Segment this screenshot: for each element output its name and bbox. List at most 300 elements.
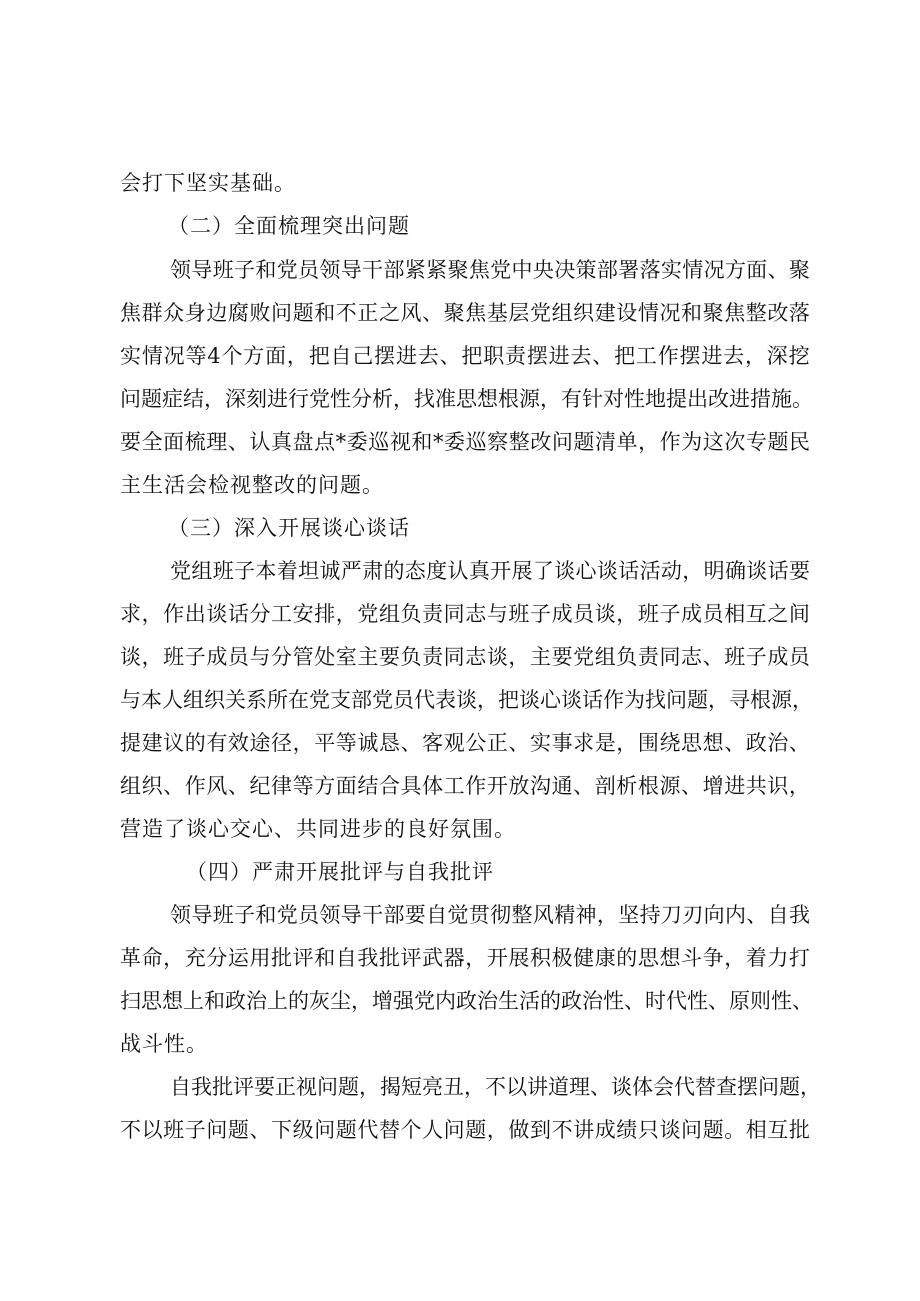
- text-char: 组: [183, 688, 204, 712]
- text-char: 党: [276, 903, 298, 927]
- text-char: 力: [767, 946, 789, 970]
- text-char: 和: [681, 301, 703, 325]
- text-char: 层: [508, 301, 530, 325]
- text-char: 组: [594, 645, 616, 669]
- text-char: 性: [330, 387, 351, 411]
- text-char: ，: [540, 387, 561, 411]
- text-line-23: [120, 1115, 810, 1145]
- text-char: 和: [314, 301, 336, 325]
- text-char: 作: [659, 430, 681, 454]
- text-char: 行: [288, 387, 309, 411]
- text-char: 关: [225, 688, 246, 712]
- text-char: 上: [183, 989, 204, 1013]
- text-char: 讲: [573, 1118, 595, 1142]
- text-char: 针: [582, 387, 603, 411]
- text-char: 、: [227, 430, 249, 454]
- text-char: 共: [745, 774, 767, 798]
- text-char: 题: [338, 1075, 359, 1099]
- text-char: 认: [249, 430, 271, 454]
- text-char: 要: [120, 430, 141, 454]
- text-char: 思: [681, 731, 703, 755]
- text-char: 党: [309, 688, 330, 712]
- text-char: 题: [227, 1118, 249, 1142]
- text-char: 党: [276, 258, 298, 282]
- text-char: 员: [227, 645, 249, 669]
- text-char: 子: [659, 602, 681, 626]
- text-char: 党: [372, 688, 393, 712]
- text-char: 出: [687, 387, 708, 411]
- text-char: 要: [551, 645, 573, 669]
- text-char: 结: [183, 387, 204, 411]
- text-char: 班: [724, 645, 746, 669]
- text-char: 分: [249, 602, 271, 626]
- text-char: 同: [443, 645, 465, 669]
- text-char: 武: [422, 946, 444, 970]
- text-char: 志: [681, 645, 703, 669]
- text-char: 况: [163, 344, 185, 368]
- text-char: 基: [486, 301, 508, 325]
- text-char: ，: [292, 731, 314, 755]
- text-char: 成: [594, 1118, 616, 1142]
- text-char: 人: [162, 688, 183, 712]
- text-char: 治: [477, 989, 498, 1013]
- text-char: 题: [465, 1118, 487, 1142]
- text-char: 问: [271, 301, 293, 325]
- text-char: ，: [708, 688, 729, 712]
- text-char: 众: [163, 301, 185, 325]
- text-char: 子: [529, 602, 551, 626]
- text-char: 题: [141, 387, 162, 411]
- text-char: 开: [490, 559, 512, 583]
- text-char: 个: [221, 344, 243, 368]
- text-char: 根: [750, 688, 771, 712]
- text-char: 题: [702, 1118, 724, 1142]
- text-char: 真: [270, 430, 292, 454]
- text-line-16: 营造了谈心交心、共同进步的良好氛围。: [120, 817, 516, 841]
- text-char: 、: [708, 989, 729, 1013]
- text-char: 治: [767, 731, 789, 755]
- text-char: 议: [163, 731, 185, 755]
- text-char: 、: [590, 1075, 611, 1099]
- text-char: 清: [594, 430, 616, 454]
- text-char: 事: [551, 731, 573, 755]
- text-char: 工: [635, 344, 657, 368]
- text-char: 着: [745, 946, 767, 970]
- text-char: 党: [490, 258, 512, 282]
- text-line-5: [120, 341, 810, 371]
- text-char: 谈: [561, 688, 582, 712]
- text-char: 风: [532, 903, 554, 927]
- text-char: ，: [163, 946, 185, 970]
- text-char: 组: [378, 602, 400, 626]
- text-char: 内: [724, 903, 746, 927]
- text-char: 这: [702, 430, 724, 454]
- text-char: 进: [729, 387, 750, 411]
- text-char: 排: [314, 602, 336, 626]
- text-char: 部: [383, 903, 405, 927]
- text-char: 题: [779, 1075, 800, 1099]
- text-char: 视: [296, 1075, 317, 1099]
- text-line-18: [170, 900, 810, 930]
- text-char: 充: [184, 946, 206, 970]
- text-char: ，: [351, 989, 372, 1013]
- text-char: 精: [554, 903, 576, 927]
- text-char: 有: [561, 387, 582, 411]
- text-char: 施: [771, 387, 792, 411]
- text-char: 察: [487, 430, 509, 454]
- text-line-22: [170, 1072, 821, 1102]
- text-line-1: 会打下坚实基础。: [120, 171, 296, 195]
- text-char: 所: [267, 688, 288, 712]
- text-char: 斗: [681, 946, 703, 970]
- text-char: 具: [400, 774, 422, 798]
- text-char: 讲: [527, 1075, 548, 1099]
- text-char: 进: [267, 387, 288, 411]
- text-char: 政: [745, 731, 767, 755]
- text-char: 单: [616, 430, 638, 454]
- text-char: 干: [362, 258, 384, 282]
- text-char: 问: [758, 1075, 779, 1099]
- text-char: 着: [276, 559, 298, 583]
- text-char: 思: [141, 989, 162, 1013]
- text-char: 提: [666, 387, 687, 411]
- text-char: 批: [788, 1118, 810, 1142]
- text-char: 等: [185, 344, 207, 368]
- text-char: 内: [435, 989, 456, 1013]
- text-char: 扫: [120, 989, 141, 1013]
- text-char: 同: [443, 602, 465, 626]
- text-char: 生: [498, 989, 519, 1013]
- text-char: 通: [551, 774, 573, 798]
- text-char: 边: [206, 301, 228, 325]
- text-char: 领: [170, 258, 191, 282]
- text-char: 部: [351, 688, 372, 712]
- text-char: ，: [638, 430, 660, 454]
- text-char: 正: [486, 731, 508, 755]
- text-char: 性: [687, 989, 708, 1013]
- text-char: 心: [575, 559, 597, 583]
- text-char: 风: [400, 301, 422, 325]
- text-char: 摆: [737, 1075, 758, 1099]
- text-char: 增: [702, 774, 724, 798]
- text-char: 想: [477, 387, 498, 411]
- text-char: 、: [746, 903, 768, 927]
- text-char: 运: [227, 946, 249, 970]
- text-char: ，: [141, 602, 163, 626]
- text-char: 群: [141, 301, 163, 325]
- text-char: ，: [393, 387, 414, 411]
- text-char: 平: [314, 731, 336, 755]
- text-char: 为: [624, 688, 645, 712]
- text-char: 要: [404, 903, 426, 927]
- text-char: 寻: [729, 688, 750, 712]
- text-char: 谈: [611, 1075, 632, 1099]
- text-char: 。: [724, 1118, 746, 1142]
- text-char: 党: [414, 989, 435, 1013]
- text-char: 员: [393, 688, 414, 712]
- text-char: 导: [191, 903, 213, 927]
- text-char: 题: [292, 301, 314, 325]
- text-char: 思: [637, 946, 659, 970]
- text-char: 子: [745, 645, 767, 669]
- text-char: ，: [286, 344, 308, 368]
- text-char: 作: [465, 774, 487, 798]
- text-char: 负: [400, 645, 422, 669]
- text-char: 代: [357, 1118, 379, 1142]
- text-char: 想: [659, 946, 681, 970]
- section-heading-2: （二）全面梳理突出问题: [168, 214, 410, 238]
- text-char: 整: [745, 301, 767, 325]
- text-char: 谈: [486, 645, 508, 669]
- text-char: 则: [750, 989, 771, 1013]
- text-char: 确: [724, 559, 746, 583]
- text-char: 领: [170, 903, 191, 927]
- text-char: 恳: [378, 731, 400, 755]
- text-line-21: 战斗性。: [120, 1032, 208, 1056]
- text-char: ，: [800, 1075, 821, 1099]
- text-char: 把: [308, 344, 330, 368]
- text-char: 代: [414, 688, 435, 712]
- text-char: 命: [141, 946, 163, 970]
- text-char: ，: [616, 731, 638, 755]
- text-char: 分: [206, 946, 228, 970]
- text-char: 绕: [659, 731, 681, 755]
- text-char: 话: [227, 602, 249, 626]
- text-char: 我: [788, 903, 810, 927]
- text-line-8: 主生活会检视整改的问题。: [120, 473, 384, 497]
- text-char: 互: [767, 1118, 789, 1142]
- text-char: 处: [314, 645, 336, 669]
- text-char: 改: [708, 387, 729, 411]
- text-char: 、: [227, 774, 249, 798]
- text-char: 进: [701, 344, 723, 368]
- text-char: 代: [674, 1075, 695, 1099]
- text-char: 紧: [404, 258, 426, 282]
- text-char: 责: [422, 602, 444, 626]
- text-char: 和: [314, 946, 336, 970]
- text-char: 根: [498, 387, 519, 411]
- text-char: 政: [225, 989, 246, 1013]
- text-char: 要: [378, 645, 400, 669]
- text-char: 志: [465, 602, 487, 626]
- text-char: 班: [508, 602, 530, 626]
- text-char: 巡: [368, 430, 390, 454]
- text-char: 结: [357, 774, 379, 798]
- text-char: ，: [335, 602, 357, 626]
- text-line-10: [170, 556, 810, 586]
- text-char: 严: [340, 559, 362, 583]
- text-char: 系: [246, 688, 267, 712]
- text-char: 下: [271, 1118, 293, 1142]
- text-char: 实: [529, 731, 551, 755]
- text-char: 身: [184, 301, 206, 325]
- text-char: 班: [637, 602, 659, 626]
- text-char: 整: [508, 430, 530, 454]
- text-char: 中: [511, 258, 533, 282]
- text-char: 败: [249, 301, 271, 325]
- text-char: 领: [319, 903, 341, 927]
- text-char: 责: [505, 344, 526, 368]
- text-char: 织: [204, 688, 225, 712]
- text-char: 批: [271, 946, 293, 970]
- text-char: 谈: [594, 602, 616, 626]
- text-char: 深: [766, 344, 788, 368]
- text-char: 导: [340, 258, 362, 282]
- text-char: 委: [346, 430, 368, 454]
- text-char: 班: [163, 1118, 185, 1142]
- text-char: 问: [681, 1118, 703, 1142]
- text-char: 织: [573, 301, 595, 325]
- text-char: 点: [314, 430, 336, 454]
- text-char: 本: [255, 559, 277, 583]
- text-char: 责: [422, 645, 444, 669]
- text-char: 根: [637, 774, 659, 798]
- text-char: 党: [529, 301, 551, 325]
- text-char: 、: [788, 731, 810, 755]
- text-char: 、: [249, 1118, 271, 1142]
- text-char: 上: [267, 989, 288, 1013]
- text-char: 主: [357, 645, 379, 669]
- text-char: 署: [618, 258, 640, 282]
- text-char: 自: [330, 344, 352, 368]
- text-char: 领: [319, 258, 341, 282]
- text-char: 之: [767, 602, 789, 626]
- text-char: 动: [660, 559, 682, 583]
- text-char: 专: [745, 430, 767, 454]
- text-char: 谈: [206, 602, 228, 626]
- text-char: 职: [483, 344, 505, 368]
- text-char: 革: [120, 946, 141, 970]
- text-char: 肃: [362, 559, 384, 583]
- text-char: 度: [426, 559, 448, 583]
- text-char: ，: [792, 688, 813, 712]
- text-char: 问: [317, 1075, 338, 1099]
- text-char: 摆: [374, 344, 396, 368]
- text-char: 焦: [120, 301, 141, 325]
- text-char: 管: [292, 645, 314, 669]
- text-char: 作: [603, 688, 624, 712]
- text-char: 和: [411, 430, 433, 454]
- text-char: 情: [637, 301, 659, 325]
- text-char: 情: [682, 258, 704, 282]
- text-char: 向: [703, 903, 725, 927]
- text-char: 去: [570, 344, 592, 368]
- text-char: 子: [234, 903, 256, 927]
- text-char: 态: [404, 559, 426, 583]
- text-char: 决: [554, 258, 576, 282]
- text-char: 会: [653, 1075, 674, 1099]
- text-char: 出: [184, 602, 206, 626]
- text-char: 改: [530, 430, 552, 454]
- text-char: 主: [529, 645, 551, 669]
- text-char: 落: [788, 301, 810, 325]
- text-char: 进: [724, 774, 746, 798]
- text-char: 面: [335, 774, 357, 798]
- text-char: 本: [141, 688, 162, 712]
- text-char: 、: [681, 774, 703, 798]
- text-char: 打: [788, 946, 810, 970]
- text-char: 谈: [746, 559, 768, 583]
- text-char: 室: [335, 645, 357, 669]
- text-char: 替: [695, 1075, 716, 1099]
- text-char: 落: [639, 258, 661, 282]
- text-char: 沟: [529, 774, 551, 798]
- text-char: 、: [702, 645, 724, 669]
- text-char: 替: [378, 1118, 400, 1142]
- text-char: 紧: [426, 258, 448, 282]
- text-char: 4: [207, 344, 221, 368]
- text-char: 建: [141, 731, 163, 755]
- text-char: 民: [789, 430, 810, 454]
- text-char: 代: [666, 989, 687, 1013]
- text-char: 的: [616, 946, 638, 970]
- text-char: 找: [414, 387, 435, 411]
- text-char: 谈: [456, 688, 477, 712]
- text-char: 班: [212, 903, 234, 927]
- text-char: 子: [234, 559, 256, 583]
- text-char: 深: [225, 387, 246, 411]
- text-char: 彻: [490, 903, 512, 927]
- text-char: 焦: [465, 301, 487, 325]
- text-char: 活: [639, 559, 661, 583]
- text-char: 开: [486, 774, 508, 798]
- text-char: ，: [616, 602, 638, 626]
- section-heading-3: （三）深入开展谈心谈话: [168, 516, 410, 540]
- text-char: 聚: [788, 258, 810, 282]
- text-char: 我: [357, 946, 379, 970]
- text-char: 地: [645, 387, 666, 411]
- text-char: 识: [767, 774, 789, 798]
- text-char: ，: [788, 774, 810, 798]
- text-char: 谈: [554, 559, 576, 583]
- text-char: 不: [485, 1075, 506, 1099]
- text-char: 和: [255, 903, 277, 927]
- text-char: 、: [422, 301, 444, 325]
- text-char: 性: [771, 989, 792, 1013]
- text-char: ，: [465, 946, 487, 970]
- text-char: 情: [141, 344, 163, 368]
- text-char: 策: [575, 258, 597, 282]
- text-char: 真: [468, 559, 490, 583]
- text-char: 评: [233, 1075, 254, 1099]
- text-char: 谈: [659, 1118, 681, 1142]
- text-char: 径: [271, 731, 293, 755]
- text-char: 体: [422, 774, 444, 798]
- text-char: 工: [271, 602, 293, 626]
- text-char: 把: [461, 344, 483, 368]
- text-char: 活: [519, 989, 540, 1013]
- text-char: 持: [639, 903, 661, 927]
- text-char: 班: [163, 645, 185, 669]
- text-char: 负: [400, 602, 422, 626]
- text-char: 党: [573, 645, 595, 669]
- text-char: 提: [120, 731, 141, 755]
- text-char: 揭: [380, 1075, 401, 1099]
- text-char: 到: [529, 1118, 551, 1142]
- text-char: 不: [120, 1118, 141, 1142]
- text-char: 找: [645, 688, 666, 712]
- text-char: 器: [443, 946, 465, 970]
- text-char: 神: [575, 903, 597, 927]
- text-char: 负: [616, 645, 638, 669]
- text-char: 、: [592, 344, 614, 368]
- text-char: 题: [573, 430, 595, 454]
- text-char: 实: [660, 258, 682, 282]
- text-char: 摆: [679, 344, 701, 368]
- text-char: 康: [594, 946, 616, 970]
- text-char: 与: [486, 602, 508, 626]
- text-char: 剖: [594, 774, 616, 798]
